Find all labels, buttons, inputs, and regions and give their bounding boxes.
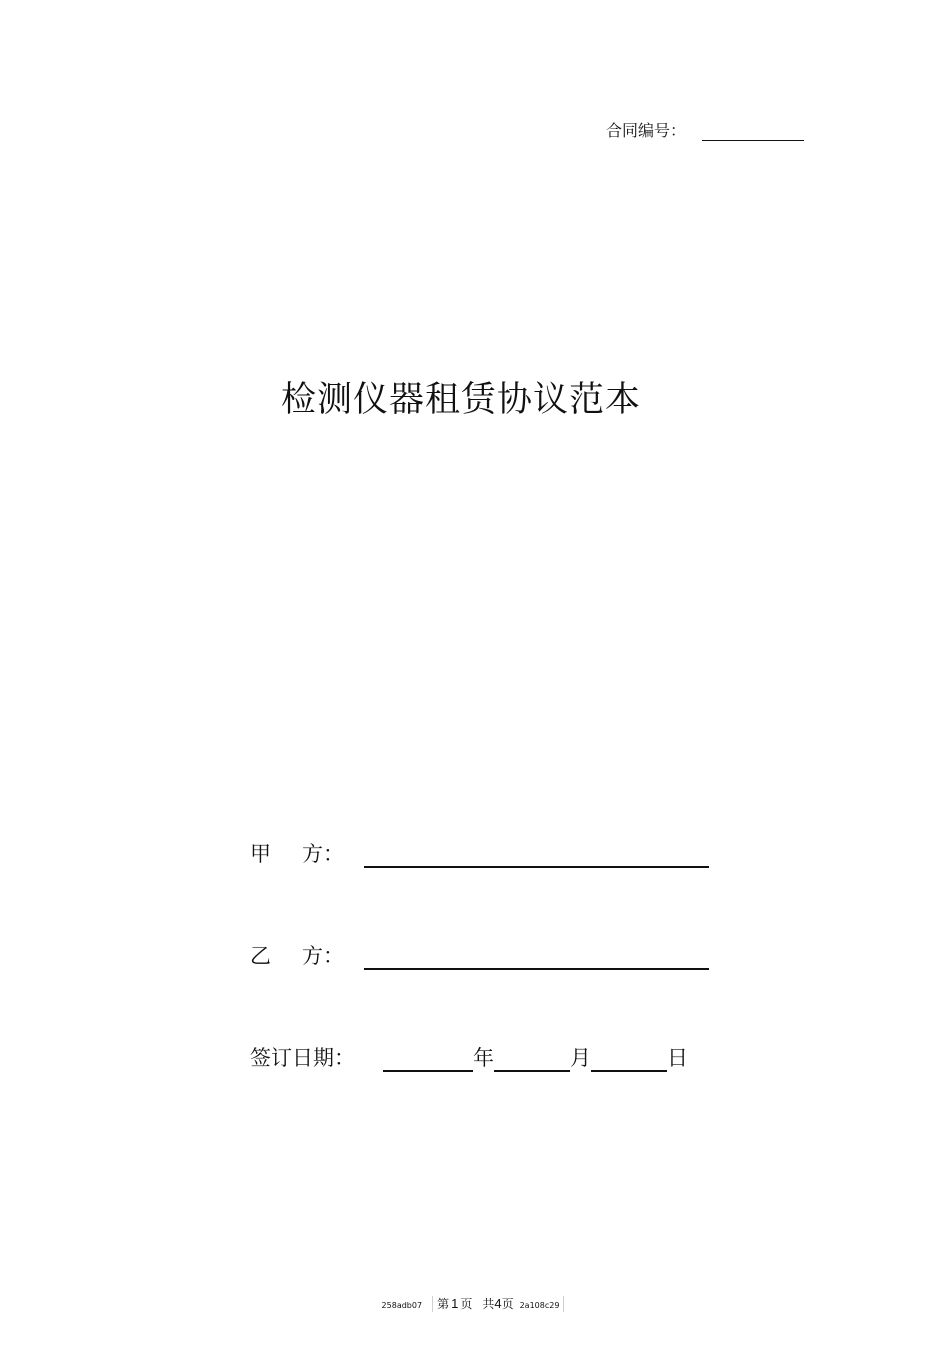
signing-date-label: 签订日期： bbox=[250, 1046, 355, 1070]
total-pages: 4 bbox=[494, 1296, 502, 1311]
day-blank[interactable] bbox=[591, 1046, 667, 1072]
party-b-row bbox=[250, 940, 709, 970]
total-prefix: 共 bbox=[482, 1297, 495, 1311]
party-b-label-char1: 乙 bbox=[250, 944, 271, 968]
contract-number-label: 合同编号： bbox=[606, 121, 687, 140]
signing-date-row bbox=[250, 1042, 688, 1072]
month-label: 月 bbox=[570, 1046, 591, 1070]
page-footer bbox=[0, 1295, 950, 1312]
year-blank[interactable] bbox=[383, 1046, 473, 1072]
party-b-label-char2: 方： bbox=[302, 944, 344, 968]
month-blank[interactable] bbox=[494, 1046, 570, 1072]
page-number: 1 bbox=[451, 1296, 459, 1311]
contract-number-field bbox=[606, 118, 804, 141]
year-label: 年 bbox=[473, 1046, 494, 1070]
page-suffix: 页 bbox=[460, 1297, 473, 1311]
contract-number-blank[interactable] bbox=[702, 122, 804, 141]
footer-divider-left bbox=[432, 1296, 433, 1312]
party-a-label-char2: 方： bbox=[302, 842, 344, 866]
party-a-label-char1: 甲 bbox=[250, 842, 271, 866]
party-a-blank[interactable] bbox=[364, 842, 709, 868]
party-a-row bbox=[250, 838, 709, 868]
document-title: 检测仪器租赁协议范本 bbox=[280, 380, 641, 420]
party-b-blank[interactable] bbox=[364, 944, 709, 970]
footer-code-left: 258adb07 bbox=[381, 1301, 423, 1310]
footer-divider-right bbox=[563, 1296, 564, 1312]
day-label: 日 bbox=[667, 1046, 688, 1070]
page-prefix: 第 bbox=[437, 1297, 450, 1311]
total-suffix: 页 bbox=[501, 1297, 514, 1311]
footer-code-right: 2a108c29 bbox=[519, 1301, 560, 1310]
